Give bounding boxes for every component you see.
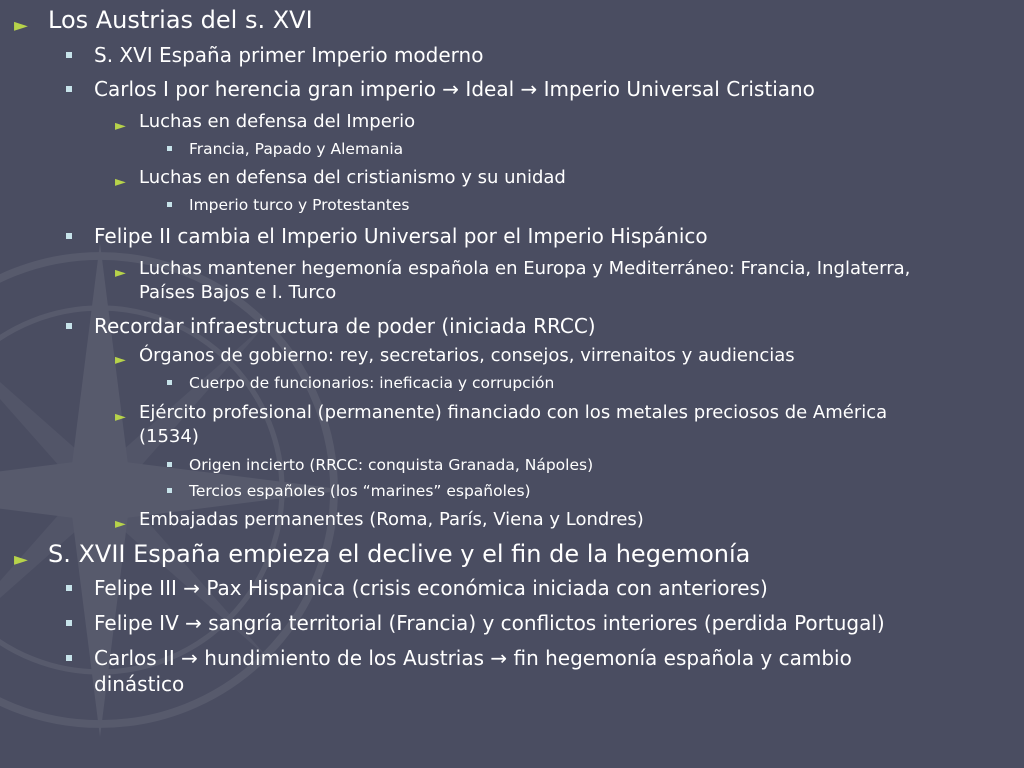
bullet-text: Carlos II → hundimiento de los Austrias → fin hegemonía española y cambio [94, 646, 852, 670]
bullet-l2-felipe-iii [94, 575, 768, 601]
arrow-bullet-icon: ► [115, 516, 126, 532]
bullet-text: Tercios españoles (los “marines” españoles) [189, 482, 531, 500]
square-bullet-icon [167, 380, 172, 385]
bullet-l2-felipe-ii [94, 223, 708, 249]
bullet-text: S. XVII España empieza el declive y el fin de la hegemonía [48, 540, 751, 568]
bullet-text: Órganos de gobierno: rey, secretarios, consejos, virrenaitos y audiencias [139, 345, 795, 366]
bullet-l3-ejercito-cont [139, 425, 199, 449]
arrow-bullet-icon: ► [115, 118, 126, 134]
bullet-l3-embajadas [115, 508, 644, 532]
arrow-bullet-icon: ► [115, 409, 126, 425]
bullet-l2-infraestructura [94, 313, 596, 339]
bullet-l4-funcionarios [189, 373, 554, 393]
bullet-text: S. XVI España primer Imperio moderno [94, 43, 484, 67]
bullet-text: Cuerpo de funcionarios: ineficacia y corrupción [189, 374, 555, 392]
square-bullet-icon [167, 146, 172, 151]
square-bullet-icon [66, 86, 72, 92]
square-bullet-icon [167, 462, 172, 467]
square-bullet-icon [66, 323, 72, 329]
bullet-text: Origen incierto (RRCC: conquista Granada, Nápoles) [189, 456, 594, 474]
square-bullet-icon [66, 233, 72, 239]
arrow-bullet-icon: ► [115, 265, 126, 281]
bullet-l3-defensa-cristianismo [115, 166, 566, 190]
bullet-l3-organos [115, 344, 795, 368]
bullet-l2-carlos-i [94, 76, 815, 102]
bullet-l3-ejercito [115, 401, 888, 425]
bullet-l2-felipe-iv [94, 610, 885, 636]
bullet-text: Luchas en defensa del cristianismo y su unidad [139, 167, 566, 188]
arrow-bullet-icon: ► [14, 15, 28, 36]
bullet-text: Luchas mantener hegemonía española en Europa y Mediterráneo: Francia, Inglaterra, [139, 258, 911, 279]
square-bullet-icon [66, 52, 72, 58]
bullet-l4-tercios [189, 481, 531, 501]
bullet-text: Luchas en defensa del Imperio [139, 111, 416, 132]
bullet-text: Felipe II cambia el Imperio Universal por el Imperio Hispánico [94, 224, 708, 248]
bullet-text: (1534) [139, 426, 199, 447]
bullet-text: Felipe III → Pax Hispanica (crisis económica iniciada con anteriores) [94, 576, 768, 600]
bullet-text: Imperio turco y Protestantes [189, 196, 410, 214]
bullet-l3-hegemonia-cont [139, 281, 336, 305]
bullet-text: Ejército profesional (permanente) financiado con los metales preciosos de América [139, 402, 888, 423]
bullet-l4-francia-papado [189, 139, 403, 159]
bullet-text: Los Austrias del s. XVI [48, 6, 313, 34]
bullet-text: Recordar infraestructura de poder (iniciada RRCC) [94, 314, 596, 338]
bullet-text: dinástico [94, 672, 185, 696]
bullet-text: Países Bajos e I. Turco [139, 282, 337, 303]
bullet-text: Embajadas permanentes (Roma, París, Viena y Londres) [139, 509, 644, 530]
bullet-l2-carlos-ii [94, 645, 852, 671]
bullet-text: Francia, Papado y Alemania [189, 140, 404, 158]
square-bullet-icon [66, 655, 72, 661]
bullet-l4-origen [189, 455, 593, 475]
square-bullet-icon [66, 585, 72, 591]
bullet-l1-austrias-xvi [14, 6, 313, 36]
bullet-l3-hegemonia [115, 257, 911, 281]
square-bullet-icon [167, 202, 172, 207]
bullet-text: Felipe IV → sangría territorial (Francia) y conflictos interiores (perdida Portugal) [94, 611, 885, 635]
arrow-bullet-icon: ► [115, 174, 126, 190]
bullet-l1-xvii [14, 540, 751, 570]
arrow-bullet-icon: ► [14, 549, 28, 570]
bullet-l4-turco-protestantes [189, 195, 409, 215]
square-bullet-icon [66, 620, 72, 626]
square-bullet-icon [167, 488, 172, 493]
bullet-l3-defensa-imperio [115, 110, 416, 134]
bullet-text: Carlos I por herencia gran imperio → Ideal → Imperio Universal Cristiano [94, 77, 815, 101]
bullet-l2-carlos-ii-cont [94, 671, 184, 697]
arrow-bullet-icon: ► [115, 352, 126, 368]
bullet-l2-primer-imperio [94, 42, 483, 68]
